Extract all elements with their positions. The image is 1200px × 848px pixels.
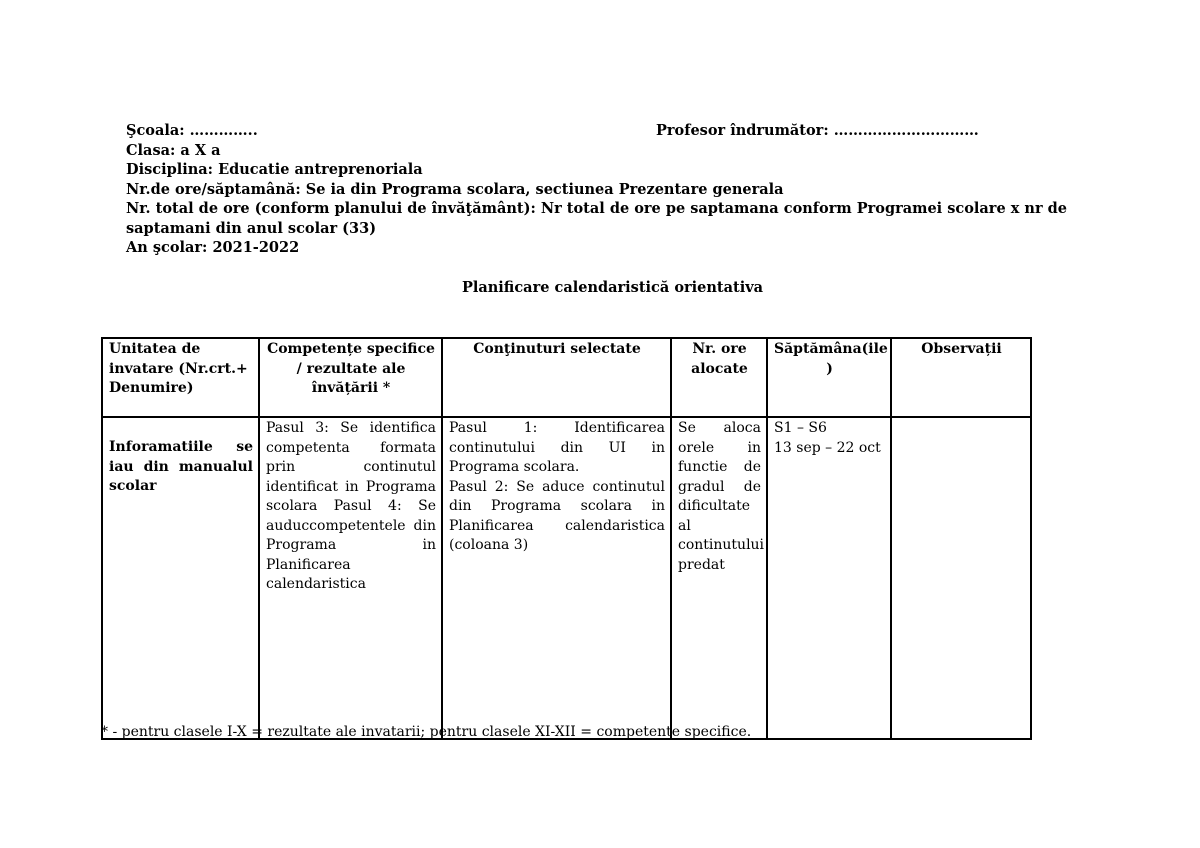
clasa-field: Clasa: a X a [126, 141, 221, 159]
scoala-field: Şcoala: ………….. [126, 122, 258, 139]
continuturi-pas-2: Pasul 2: Se aduce continutul din Programa scolara in Planificarea calendaristica (coloana 3) [449, 478, 665, 553]
cell-unitate: Inforamatiile se iau din manualul scolar [102, 417, 259, 739]
header-continuturi: Conţinuturi selectate [442, 338, 671, 417]
table-header-row [102, 338, 1031, 417]
disciplina-field: Disciplina: Educatie antreprenoriala [126, 161, 423, 178]
header-observatii: Observații [891, 338, 1031, 417]
cell-observatii [891, 417, 1031, 739]
saptamana-range: S1 – S6 [774, 420, 827, 436]
page-title: Planificare calendaristică orientativa [461, 279, 764, 296]
profesor-field: Profesor îndrumător: ………………………… [656, 122, 979, 139]
an-scolar-field: An şcolar: 2021-2022 [126, 239, 300, 256]
continuturi-pas-1: Pasul 1: Identificarea continutului din UI in Programa scolara. [449, 420, 665, 475]
total-ore-field: Nr. total de ore (conform planului de învăţământ): Nr total de ore pe saptamana conform Programei scolare x nr de saptamani din anul scolar (33) [126, 200, 1068, 237]
document-header [126, 121, 1106, 258]
cell-nr-ore: Se aloca orele in functie de gradul de dificultate al continutului predat [671, 417, 767, 739]
cell-competente: Pasul 3: Se identifica competenta formata prin continutul identificat in Programa scolara Pasul 4: Se auduccompetentele din Programa in Planificarea calendaristica [259, 417, 442, 739]
planning-table [101, 337, 1032, 740]
header-saptamana: Săptămâna(ile ) [767, 338, 891, 417]
footnote: * - pentru clasele I-X = rezultate ale invatarii; pentru clasele XI-XII = competente specifice. [101, 724, 752, 740]
saptamana-dates: 13 sep – 22 oct [774, 439, 881, 456]
header-competente: Competențe specifice / rezultate ale învățării * [259, 338, 442, 417]
header-nr-ore: Nr. ore alocate [671, 338, 767, 417]
cell-continuturi [442, 417, 671, 739]
cell-saptamana [767, 417, 891, 739]
header-unitate: Unitatea de invatare (Nr.crt.+ Denumire) [102, 338, 259, 417]
table-row [102, 417, 1031, 739]
ore-saptamana-field: Nr.de ore/săptamână: Se ia din Programa scolara, sectiunea Prezentare generala [126, 180, 784, 198]
